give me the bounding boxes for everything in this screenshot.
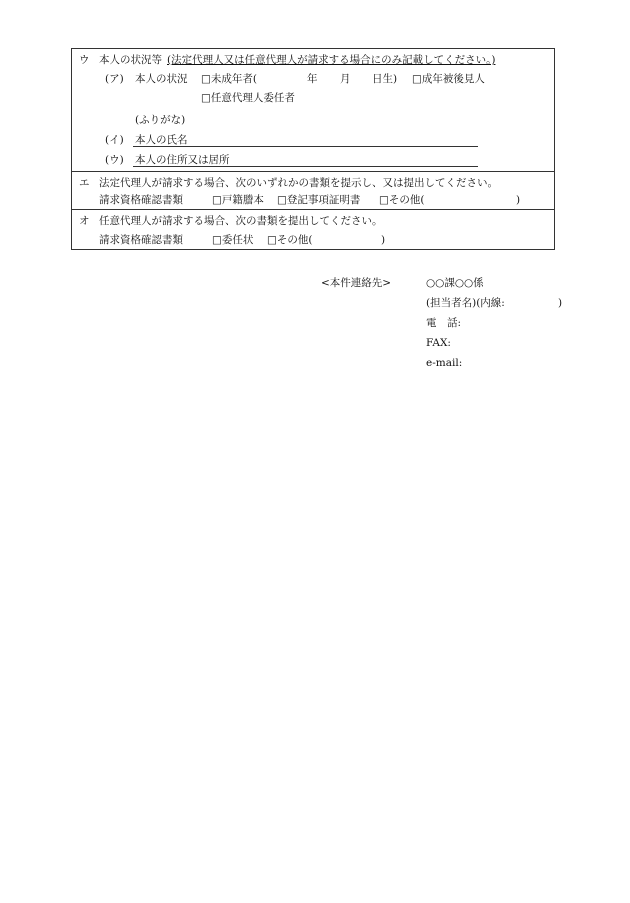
item-c-text: 本人の住所又は居所 — [135, 154, 230, 166]
contact-email: e-mail: — [426, 357, 463, 369]
option-family-register-checkbox[interactable]: □戸籍謄本 — [212, 194, 264, 206]
option-agent-principal-checkbox[interactable]: □任意代理人委任者 — [201, 92, 295, 104]
contact-person: (担当者名)(内線: — [426, 297, 505, 309]
option-registry-certificate-checkbox[interactable]: □登記事項証明書 — [277, 194, 361, 206]
contact-dept: ○○課○○係 — [426, 277, 484, 289]
option-adult-guardian-checkbox[interactable]: □成年被後見人 — [412, 73, 485, 85]
request-form-table — [71, 48, 555, 250]
principal-name-field[interactable] — [133, 146, 478, 147]
birth-day-label: 日生) — [372, 73, 398, 85]
item-a-text: 本人の状況 — [135, 73, 188, 85]
contact-tel: 電 話: — [426, 317, 462, 329]
birth-year-label: 年 — [307, 73, 318, 85]
furigana-label: (ふりがな) — [135, 114, 186, 126]
option-other-checkbox-o[interactable]: □その他( — [267, 234, 313, 246]
section-o-other-close: ) — [381, 234, 386, 246]
section-u-note: (法定代理人又は任意代理人が請求する場合にのみ記載してください。) — [167, 54, 496, 66]
section-o-docs-label: 請求資格確認書類 — [99, 234, 183, 246]
item-b-label: (イ) — [105, 134, 124, 146]
section-u-title: 本人の状況等 — [99, 54, 162, 66]
item-b-text: 本人の氏名 — [135, 134, 188, 146]
option-power-of-attorney-checkbox[interactable]: □委任状 — [212, 234, 254, 246]
contact-heading: <本件連絡先> — [321, 277, 392, 289]
section-e — [72, 172, 554, 210]
section-e-docs-label: 請求資格確認書類 — [99, 194, 183, 206]
contact-fax: FAX: — [426, 337, 451, 349]
birth-month-label: 月 — [340, 73, 351, 85]
item-a-label: (ア) — [105, 73, 124, 85]
section-o-marker: オ — [79, 215, 90, 227]
section-e-other-close: ) — [516, 194, 521, 206]
section-e-text: 法定代理人が請求する場合、次のいずれかの書類を提示し、又は提出してください。 — [99, 177, 498, 189]
section-u-marker: ウ — [79, 54, 90, 66]
section-o — [72, 210, 554, 251]
contact-person-close: ) — [558, 297, 563, 309]
principal-address-field[interactable] — [133, 166, 478, 167]
item-c-label: (ウ) — [105, 154, 124, 166]
option-minor-checkbox[interactable]: □未成年者( — [201, 73, 258, 85]
section-u — [72, 49, 554, 172]
section-e-marker: エ — [79, 177, 90, 189]
option-other-checkbox-e[interactable]: □その他( — [379, 194, 425, 206]
section-o-text: 任意代理人が請求する場合、次の書類を提出してください。 — [99, 215, 383, 227]
